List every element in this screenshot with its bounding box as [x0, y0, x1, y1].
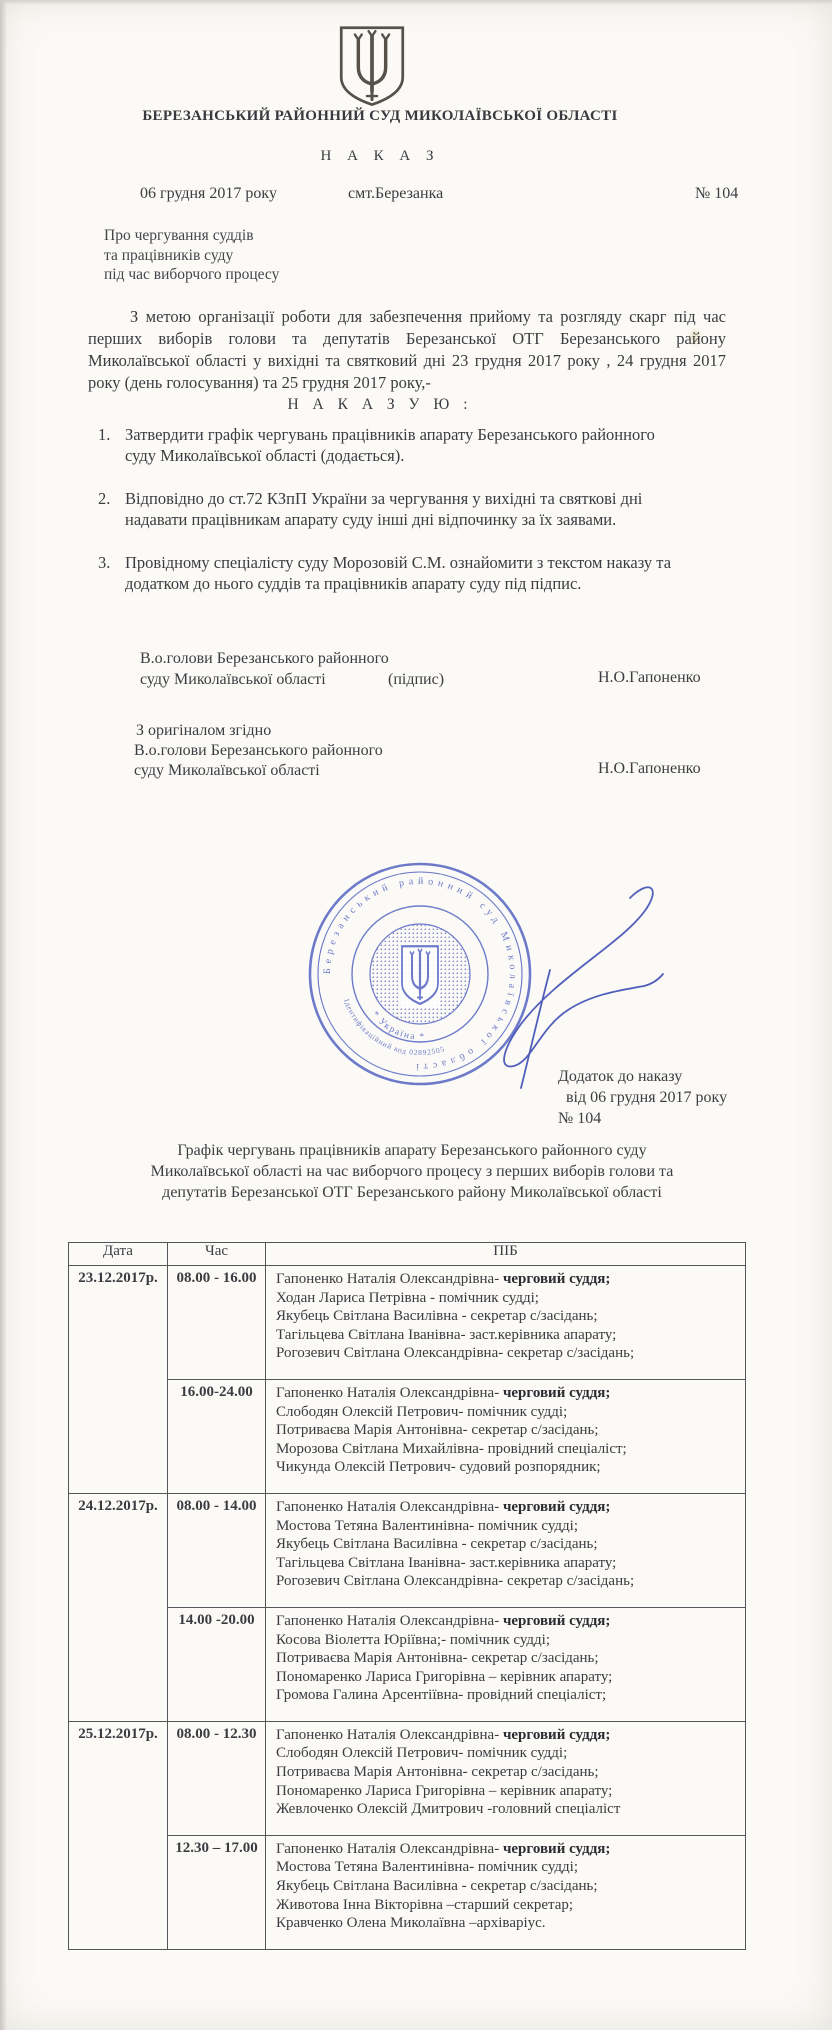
signer-title-line: В.о.голови Березанського районного: [140, 650, 389, 667]
order-item: 3. Провідному спеціалісту суду Морозовій С.М. ознайомити з текстом наказу та додатком до нього суддів та працівників апарату суду під підпис.: [98, 553, 672, 593]
schedule-row: [69, 1721, 746, 1835]
personnel-line: Потриваєва Марія Антонівна- секретар с/засідань;: [276, 1764, 599, 1781]
personnel-line: Якубець Світлана Василівна - секретар с/засідань;: [276, 1878, 598, 1895]
personnel-line: Кравченко Олена Миколаївна –архіваріус.: [276, 1915, 546, 1932]
personnel-line: Гапоненко Наталія Олександрівна- черговий суддя;: [276, 1384, 611, 1401]
column-header-time: Час: [168, 1243, 266, 1266]
personnel-cell: [266, 1379, 746, 1493]
personnel-line: Слободян Олексій Петрович- помічник судді;: [276, 1745, 568, 1762]
schedule-header-row: [69, 1243, 746, 1266]
time-cell: 12.30 – 17.00: [168, 1835, 266, 1949]
certification-line: В.о.голови Березанського районного: [134, 742, 383, 759]
order-preamble: З метою організації роботи для забезпечення прийому та розгляду скарг під час перших виборів голови та депутатів Березанської ОТГ Березанського району Миколаївської області у вихідні та святковий дні 23 грудня 2017 року , 24 грудня 2017 року (день голосування) та 25 грудня 2017 року,-: [88, 307, 726, 392]
resolve-heading: Н А К А З У Ю :: [287, 396, 473, 413]
order-item: 2. Відповідно до ст.72 КЗпП України за чергування у вихідні та святкові дні надавати працівникам апарату суду інші дні відпочинку за їх заявами.: [98, 489, 643, 529]
personnel-line: Косова Віолетта Юріївна;- помічник судді;: [276, 1631, 550, 1648]
schedule-row: [69, 1607, 746, 1721]
date-cell: 25.12.2017р.: [69, 1721, 168, 1949]
order-place: смт.Березанка: [348, 185, 444, 202]
personnel-line: Рогозевич Світлана Олександрівна- секретар с/засідань;: [276, 1573, 635, 1590]
personnel-line: Громова Галина Арсентіївна- провідний спеціаліст;: [276, 1687, 607, 1704]
personnel-line: Потриваєва Марія Антонівна- секретар с/засідань;: [276, 1650, 599, 1667]
time-cell: 16.00-24.00: [168, 1379, 266, 1493]
court-name-title: БЕРЕЗАНСЬКИЙ РАЙОННИЙ СУД МИКОЛАЇВСЬКОЇ ОБЛАСТІ: [142, 108, 618, 124]
time-cell: 08.00 - 14.00: [168, 1493, 266, 1607]
order-number: № 104: [695, 185, 739, 202]
personnel-line: Ходан Лариса Петрівна - помічник судді;: [276, 1289, 539, 1306]
order-subject: [104, 226, 279, 285]
subject-line: та працівників суду: [104, 246, 234, 264]
personnel-cell: [266, 1607, 746, 1721]
date-cell: 24.12.2017р.: [69, 1493, 168, 1721]
personnel-cell: [266, 1266, 746, 1380]
annex-line: від 06 грудня 2017 року: [566, 1089, 728, 1106]
personnel-line: Пономаренко Лариса Григорівна – керівник апарату;: [276, 1668, 613, 1685]
personnel-line: Потриваєва Марія Антонівна- секретар с/засідань;: [276, 1422, 599, 1439]
certification-line: суду Миколаївської області: [134, 762, 320, 779]
schedule-title-line: Миколаївської області на час виборчого процесу з перших виборів голови та: [150, 1163, 674, 1180]
time-cell: 08.00 - 16.00: [168, 1266, 266, 1380]
certification-line: З оригіналом згідно: [136, 722, 272, 739]
personnel-cell: [266, 1835, 746, 1949]
schedule-body: [69, 1266, 746, 1950]
schedule-row: [69, 1835, 746, 1949]
order-item: 1. Затвердити графік чергувань працівників апарату Березанського районного суду Миколаївської області (додається).: [98, 425, 655, 465]
personnel-line: Животова Інна Вікторівна –старший секретар;: [276, 1896, 574, 1913]
personnel-line: Гапоненко Наталія Олександрівна- черговий суддя;: [276, 1840, 611, 1857]
personnel-line: Гапоненко Наталія Олександрівна- черговий суддя;: [276, 1271, 611, 1287]
time-cell: 08.00 - 12.30: [168, 1721, 266, 1835]
annex-line: № 104: [558, 1110, 602, 1127]
annex-line: Додаток до наказу: [558, 1068, 683, 1085]
personnel-line: Слободян Олексій Петрович- помічник судді;: [276, 1403, 568, 1420]
scan-edge-shadow-left: [0, 0, 7, 2030]
personnel-line: Мостова Тетяна Валентинівна- помічник судді;: [276, 1517, 578, 1534]
personnel-line: Гапоненко Наталія Олександрівна- черговий суддя;: [276, 1726, 611, 1743]
personnel-line: Чикунда Олексій Петрович- судовий розпорядник;: [276, 1459, 601, 1476]
duty-schedule-table: [68, 1242, 746, 1950]
signer-name: Н.О.Гапоненко: [598, 669, 701, 686]
subject-line: Про чергування суддів: [104, 227, 254, 244]
certifier-name: Н.О.Гапоненко: [598, 760, 701, 777]
column-header-date: Дата: [69, 1243, 168, 1266]
scan-edge-shadow-top: [0, 0, 832, 5]
schedule-row: [69, 1266, 746, 1380]
personnel-line: Морозова Світлана Михайлівна- провідний спеціаліст;: [276, 1440, 627, 1457]
schedule-title-line: депутатів Березанської ОТГ Березанського району Миколаївської області: [162, 1184, 662, 1201]
subject-line: під час виборчого процесу: [104, 266, 280, 283]
personnel-line: Гапоненко Наталія Олександрівна- черговий суддя;: [276, 1612, 611, 1629]
signer-title-line: суду Миколаївської області: [140, 671, 326, 688]
personnel-line: Якубець Світлана Василівна - секретар с/засідань;: [276, 1308, 598, 1325]
round-seal-icon: [310, 864, 530, 1084]
annex-reference: [558, 1066, 727, 1129]
personnel-line: Рогозевич Світлана Олександрівна- секретар с/засідань;: [276, 1345, 635, 1362]
order-date: 06 грудня 2017 року: [140, 185, 277, 202]
personnel-line: Мостова Тетяна Валентинівна- помічник судді;: [276, 1859, 578, 1876]
schedule-title: [52, 1140, 772, 1203]
order-heading: Н А К А З: [320, 148, 440, 164]
signature-placeholder: (підпис): [388, 671, 445, 688]
schedule-title-line: Графік чергувань працівників апарату Березанського районного суду: [177, 1142, 647, 1159]
personnel-line: Якубець Світлана Василівна - секретар с/засідань;: [276, 1536, 598, 1553]
seal-code-text: Ідентифікаційний код 02892505: [342, 997, 447, 1058]
column-header-name: ПІБ: [266, 1243, 746, 1266]
personnel-line: Пономаренко Лариса Григорівна – керівник апарату;: [276, 1782, 613, 1799]
schedule-row: [69, 1379, 746, 1493]
date-cell: 23.12.2017р.: [69, 1266, 168, 1494]
ukraine-trident-emblem-icon: [334, 26, 410, 113]
personnel-line: Жевлоченко Олексій Дмитрович -головний спеціаліст: [276, 1801, 621, 1818]
order-date-line: [0, 185, 832, 207]
personnel-line: Тагільцева Світлана Іванівна- заст.керівника апарату;: [276, 1554, 617, 1571]
certification-block: [0, 722, 832, 792]
time-cell: 14.00 -20.00: [168, 1607, 266, 1721]
personnel-cell: [266, 1721, 746, 1835]
personnel-line: Тагільцева Світлана Іванівна- заст.керівника апарату;: [276, 1326, 617, 1343]
order-items: [98, 424, 718, 616]
personnel-cell: [266, 1493, 746, 1607]
signature-block: [0, 650, 832, 710]
seal-country-text: * Україна *: [369, 1009, 426, 1043]
personnel-line: Гапоненко Наталія Олександрівна- черговий суддя;: [276, 1498, 611, 1515]
schedule-row: [69, 1493, 746, 1607]
seal-ring-text: Березанський районний суд Миколаївської області: [321, 875, 519, 1073]
